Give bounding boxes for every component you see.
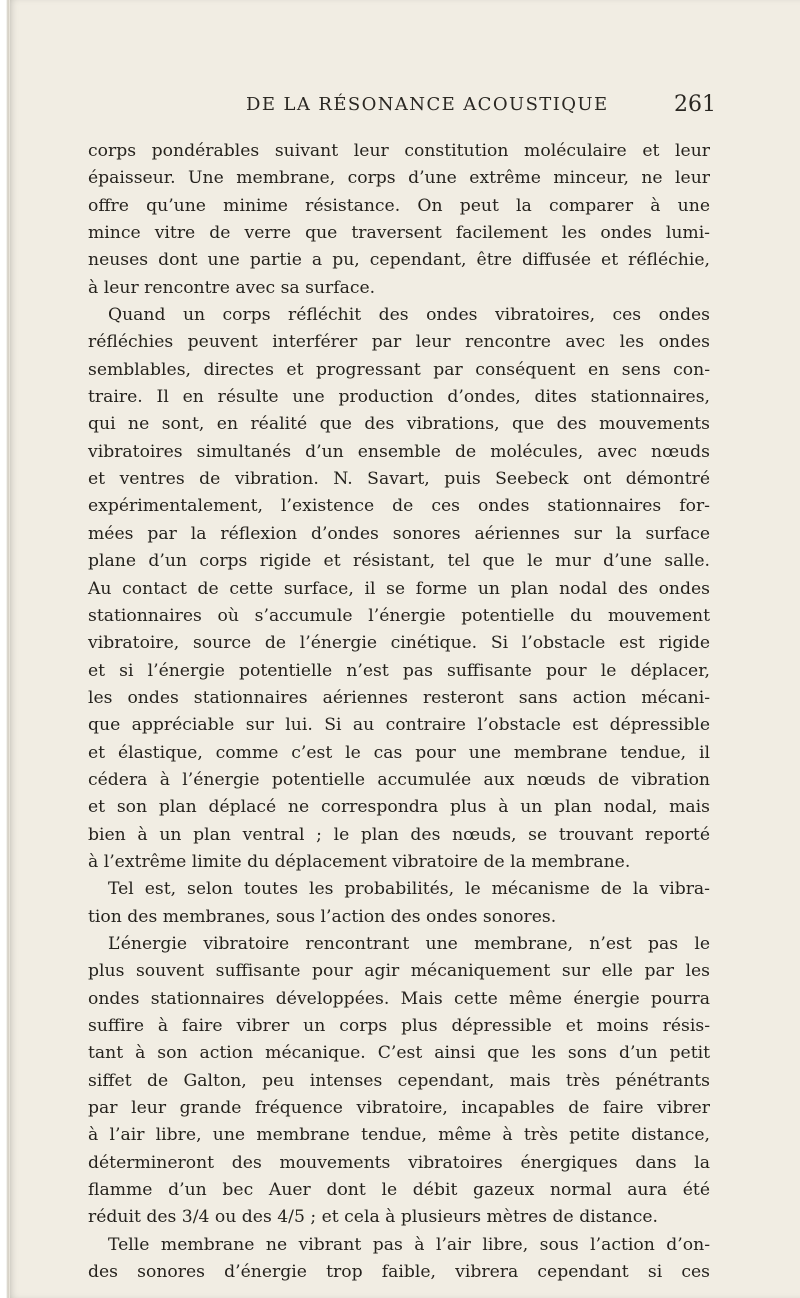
paragraph-start: Quand un corps réfléchit des ondes vibratoires, ces ondes bbox=[108, 305, 710, 326]
page-number: 261 bbox=[674, 92, 716, 117]
text-line: détermineront des mouvements vibratoires énergiques dans la bbox=[88, 1152, 710, 1173]
text-line: traire. Il en résulte une production d’ondes, dites stationnaires, bbox=[88, 387, 710, 408]
text-line: cédera à l’énergie potentielle accumulée aux nœuds de vibration bbox=[88, 769, 710, 790]
text-line: corps pondérables suivant leur constitution moléculaire et leur bbox=[88, 141, 710, 161]
running-title: DE LA RÉSONANCE ACOUSTIQUE bbox=[246, 94, 609, 115]
text-line: vibratoires simultanés d’un ensemble de molécules, avec nœuds bbox=[88, 441, 710, 462]
text-line: vibratoire, source de l’énergie cinétique. Si l’obstacle est rigide bbox=[88, 633, 710, 654]
text-line: par leur grande fréquence vibratoire, incapables de faire vibrer bbox=[88, 1098, 710, 1119]
text-line: réfléchies peuvent interférer par leur rencontre avec les ondes bbox=[88, 332, 710, 353]
paragraph-start: Tel est, selon toutes les probabilités, le mécanisme de la vibra- bbox=[108, 879, 710, 900]
text-line: mince vitre de verre que traversent facilement les ondes lumi- bbox=[88, 223, 710, 244]
text-line: et si l’énergie potentielle n’est pas suffisante pour le déplacer, bbox=[88, 660, 710, 681]
text-line: épaisseur. Une membrane, corps d’une extrême minceur, ne leur bbox=[88, 168, 710, 189]
paragraph-start: Telle membrane ne vibrant pas à l’air libre, sous l’action d’on- bbox=[108, 1234, 710, 1255]
text-line: neuses dont une partie a pu, cependant, être diffusée et réfléchie, bbox=[88, 250, 710, 271]
text-line: expérimentalement, l’existence de ces ondes stationnaires for- bbox=[88, 496, 710, 517]
page-header bbox=[0, 92, 800, 120]
text-line: tant à son action mécanique. C’est ainsi que les sons d’un petit bbox=[88, 1043, 710, 1064]
text-line: offre qu’une minime résistance. On peut la comparer à une bbox=[88, 195, 710, 216]
page-binding-edge bbox=[0, 0, 10, 1298]
text-line: réduit des 3/4 ou des 4/5 ; et cela à plusieurs mètres de distance. bbox=[88, 1207, 658, 1228]
paragraph-start: L’énergie vibratoire rencontrant une membrane, n’est pas le bbox=[108, 933, 710, 954]
text-line: stationnaires où s’accumule l’énergie potentielle du mouvement bbox=[88, 605, 710, 626]
body-text bbox=[88, 138, 710, 1286]
text-line: des sonores d’énergie trop faible, vibrera cependant si ces bbox=[88, 1262, 710, 1283]
text-line: mées par la réflexion d’ondes sonores aériennes sur la surface bbox=[88, 523, 710, 544]
text-line: les ondes stationnaires aériennes resteront sans action mécani- bbox=[88, 687, 710, 708]
text-line: et son plan déplacé ne correspondra plus à un plan nodal, mais bbox=[88, 797, 710, 818]
text-line: bien à un plan ventral ; le plan des nœuds, se trouvant reporté bbox=[88, 824, 710, 845]
text-line: ondes stationnaires développées. Mais cette même énergie pourra bbox=[88, 988, 710, 1009]
text-line: flamme d’un bec Auer dont le débit gazeux normal aura été bbox=[88, 1180, 710, 1201]
text-line: semblables, directes et progressant par conséquent en sens con- bbox=[88, 359, 710, 380]
text-line: qui ne sont, en réalité que des vibrations, que des mouvements bbox=[88, 414, 710, 435]
text-line: plus souvent suffisante pour agir mécaniquement sur elle par les bbox=[88, 961, 710, 982]
text-line: suffire à faire vibrer un corps plus dépressible et moins résis- bbox=[88, 1016, 710, 1036]
text-line: et élastique, comme c’est le cas pour une membrane tendue, il bbox=[88, 742, 710, 763]
text-line: et ventres de vibration. N. Savart, puis Seebeck ont démontré bbox=[88, 469, 710, 490]
text-line: siffet de Galton, peu intenses cependant, mais très pénétrants bbox=[88, 1070, 710, 1091]
text-line: à leur rencontre avec sa surface. bbox=[88, 277, 376, 298]
text-line: Au contact de cette surface, il se forme un plan nodal des ondes bbox=[88, 578, 710, 599]
text-line: tion des membranes, sous l’action des ondes sonores. bbox=[88, 906, 557, 927]
text-line: que appréciable sur lui. Si au contraire l’obstacle est dépressible bbox=[88, 715, 710, 736]
text-line: plane d’un corps rigide et résistant, tel que le mur d’une salle. bbox=[88, 551, 710, 572]
text-line: à l’air libre, une membrane tendue, même à très petite distance, bbox=[88, 1125, 710, 1146]
text-line: à l’extrême limite du déplacement vibratoire de la membrane. bbox=[88, 851, 631, 872]
